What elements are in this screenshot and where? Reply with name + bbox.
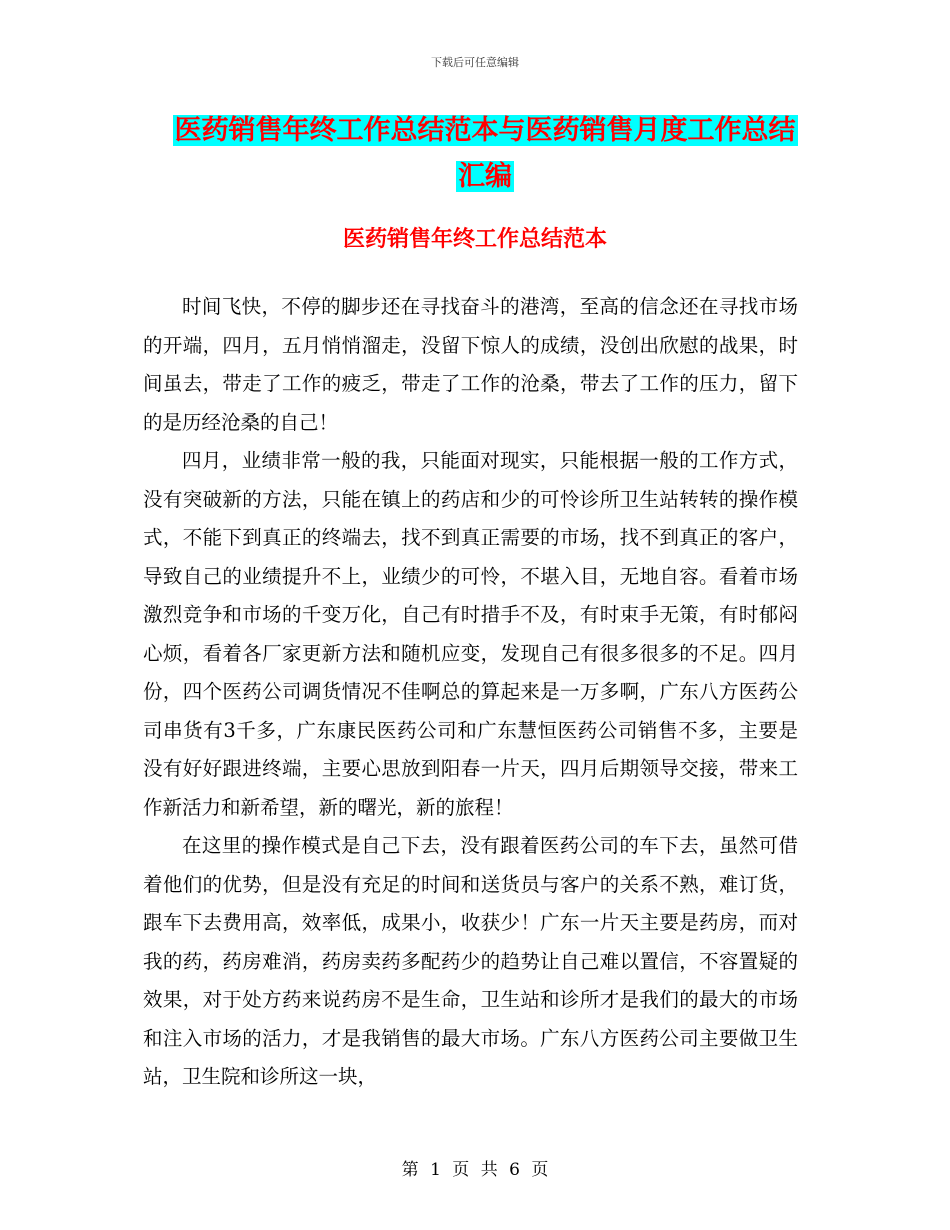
section-title: 医药销售年终工作总结范本 xyxy=(342,227,607,252)
page-footer: 第 1 页 共 6 页 xyxy=(401,1160,549,1180)
body-text xyxy=(143,288,798,1097)
document-title-line-2: 汇编 xyxy=(458,161,512,192)
paragraph-3: 在这里的操作模式是自己下去，没有跟着医药公司的车下去，虽然可借着他们的优势，但是没有充足的时间和送货员与客户的关系不熟，难订货，跟车下去费用高，效率低，成果小，收获少！广东一片天主要是药房，而对我的药，药房难消，药房卖药多配药少的趋势让自己难以置信，不容置疑的效果，对于处方药来说药房不是生命，卫生站和诊所才是我们的最大的市场和注入市场的活力，才是我销售的最大市场。广东八方医药公司主要做卫生站，卫生院和诊所这一块， xyxy=(143,834,798,1088)
paragraph-2: 四月，业绩非常一般的我，只能面对现实，只能根据一般的工作方式，没有突破新的方法，只能在镇上的药店和少的可怜诊所卫生站转转的操作模式，不能下到真正的终端去，找不到真正需要的市场，找不到真正的客户，导致自己的业绩提升不上，业绩少的可怜，不堪入目，无地自容。看着市场激烈竞争和市场的千变万化，自己有时措手不及，有时束手无策，有时郁闷心烦，看着各厂家更新方法和随机应变，发现自己有很多很多的不足。四月份，四个医药公司调货情况不佳啊总的算起来是一万多啊，广东八方医药公司串货有3千多，广东康民医药公司和广东慧恒医药公司销售不多，主要是没有好好跟进终端，主要心思放到阳春一片天，四月后期领导交接，带来工作新活力和新希望，新的曙光，新的旅程！ xyxy=(143,449,798,819)
header-note: 下载后可任意编辑 xyxy=(431,56,519,69)
paragraph-1: 时间飞快，不停的脚步还在寻找奋斗的港湾，至高的信念还在寻找市场的开端，四月，五月悄悄溜走，没留下惊人的成绩，没创出欣慰的战果，时间虽去，带走了工作的疲乏，带走了工作的沧桑，带去了工作的压力，留下的是历经沧桑的自己！ xyxy=(143,295,798,434)
document-title-line-1: 医药销售年终工作总结范本与医药销售月度工作总结 xyxy=(174,115,796,146)
document-title xyxy=(140,108,830,200)
